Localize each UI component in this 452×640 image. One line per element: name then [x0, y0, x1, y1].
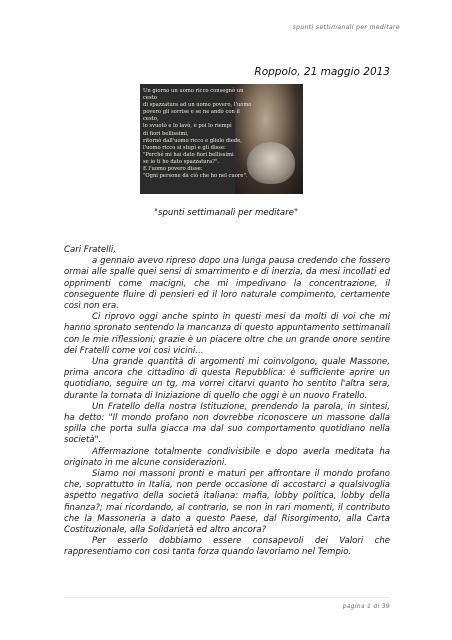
paragraph-7: Per esserlo dobbiamo essere consapevoli dei Valori che rappresentiamo con così tanta forza quando lavoriamo nel Tempio. — [64, 536, 390, 558]
letter-body — [64, 245, 390, 559]
paragraph-5: Affermazione totalmente condivisibile e dopo averla meditata ha originato in me alcune considerazioni. — [64, 446, 390, 468]
image-caption: "spunti settimanali per meditare" — [154, 208, 298, 218]
paragraph-3: Una grande quantità di argomenti mi coinvolgono, quale Massone, prima ancora che cittadino di questa Repubblica: è sufficiente aprire un quotidiano, seguire un tg, ma vorrei citarvi quanto ho sentito l'altra sera, durante la tornata di Iniziazione di quello che oggi è un nuovo Fratello. — [64, 357, 390, 401]
quote-photo — [140, 84, 303, 194]
paragraph-2: Ci riprovo oggi anche spinto in questi mesi da molti di voi che mi hanno spronato sentendo la mancanza di questo appuntamento settimanali con le mie riflessioni; grazie è un piacere oltre che un grande onore sentire dei Fratelli come voi così vicini… — [64, 312, 390, 356]
page-number: pagina 1 di 39 — [342, 604, 390, 610]
paragraph-1: a gennaio avevo ripreso dopo una lunga pausa credendo che fossero ormai alle spalle quei sensi di smarrimento e di inerzia, da mesi incollati ed opprimenti come macigni, che mi impedivano la concentrazione, il conseguente fluire di pensieri ed il loro naturale compimento, certamente così non era. — [64, 256, 390, 312]
greeting: Cari Fratelli, — [64, 245, 116, 255]
paragraph-4: Un Fratello della nostra Istituzione, prendendo la parola, in sintesi, ha detto: "Il mondo profano non dovrebbe riconoscere un massone dalla spilla che porta sulla giacca ma dal suo comportamento quotidiano nella società". — [64, 401, 390, 446]
place-date: Roppolo, 21 maggio 2013 — [254, 66, 390, 78]
photo-quote-text: Un giorno un uomo ricco consegnò un cesto di spazzatura ad un uomo povero, l'uomo povero gli sorrise e se ne andò con il cesto, lo svuotò e lo lavò, e poi lo riempì di fiori bellissimi, ritornò dall'uomo ricco e glielo diede, l'uomo ricco si stupì e gli disse: "Perché mi hai dato fiori bellissimi se io ti ho dato spazzatura?". E l'uomo povero disse: "Ogni persone dà ciò che ho nel cuore". — [143, 88, 252, 180]
running-header: spunti settimanali per meditare — [292, 24, 400, 31]
footer-rule — [64, 597, 390, 598]
paragraph-6: Siamo noi massoni pronti e maturi per affrontare il mondo profano che, soprattutto in Italia, non perde occasione di accostarci a qualsivoglia aspetto negativo della società italiana: mafia, lobby politica, lobby della finanza?; mai ricordando, al contrario, se non in rari momenti, il contributo che la Massoneria a dato a questo Paese, dal Risorgimento, alla Carta Costituzionale, alla Solidarietà ed altro ancora? — [64, 469, 390, 536]
